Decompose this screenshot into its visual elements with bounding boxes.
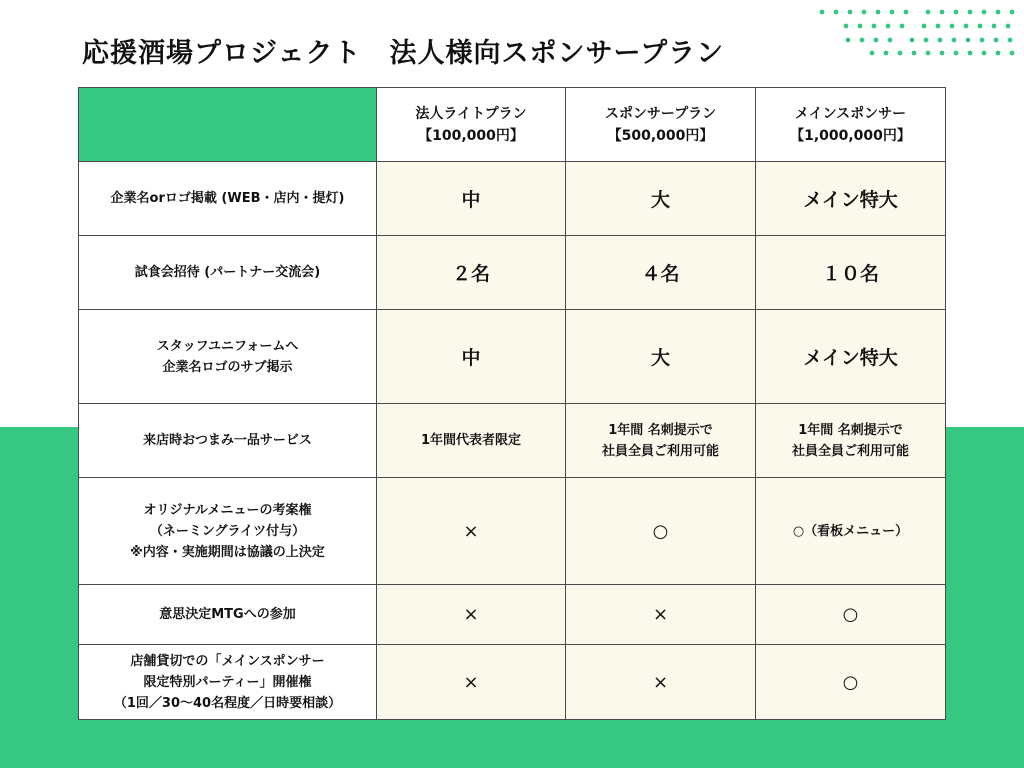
table-cell: 1年間 名刺提示で 社員全員ご利用可能 xyxy=(756,404,946,478)
plan-name: 法人ライトプラン xyxy=(415,105,527,122)
plan-header-sponsor xyxy=(566,88,756,162)
decorative-dot-pattern xyxy=(812,6,1024,58)
plan-name: メインスポンサー xyxy=(794,105,907,122)
table-cell: １０名 xyxy=(756,236,946,310)
row-label: 試食会招待 (パートナー交流会) xyxy=(79,236,377,310)
plan-name: スポンサープラン xyxy=(604,105,717,122)
row-label: 来店時おつまみ一品サービス xyxy=(79,404,377,478)
table-header-row xyxy=(79,88,946,162)
plan-price: 【1,000,000円】 xyxy=(790,127,911,144)
table-cell: 中 xyxy=(377,310,566,404)
table-cell: × xyxy=(377,645,566,720)
table-row xyxy=(79,236,946,310)
table-cell: 大 xyxy=(566,310,756,404)
plan-price: 【500,000円】 xyxy=(607,127,714,144)
row-label: 企業名orロゴ掲載 (WEB・店内・提灯) xyxy=(79,162,377,236)
table-cell: 1年間 名刺提示で 社員全員ご利用可能 xyxy=(566,404,756,478)
row-label: 店舗貸切での「メインスポンサー 限定特別パーティー」開催権 （1回／30〜40名程度／日時要相談） xyxy=(79,645,377,720)
table-cell: ○ xyxy=(756,585,946,645)
table-cell: ○ xyxy=(756,645,946,720)
plan-header-main-sponsor xyxy=(756,88,946,162)
table-cell: × xyxy=(566,645,756,720)
table-cell: × xyxy=(566,585,756,645)
table-row xyxy=(79,585,946,645)
table-cell: ４名 xyxy=(566,236,756,310)
row-label: オリジナルメニューの考案権 （ネーミングライツ付与） ※内容・実施期間は協議の上決定 xyxy=(79,478,377,585)
row-label: 意思決定MTGへの参加 xyxy=(79,585,377,645)
table-cell: メイン特大 xyxy=(756,162,946,236)
plan-header-light xyxy=(377,88,566,162)
table-cell: × xyxy=(377,585,566,645)
table-cell: 大 xyxy=(566,162,756,236)
table-cell: ○ xyxy=(566,478,756,585)
table-row xyxy=(79,645,946,720)
plan-price: 【100,000円】 xyxy=(418,127,524,144)
table-row xyxy=(79,162,946,236)
table-cell: × xyxy=(377,478,566,585)
page-title: 応援酒場プロジェクト 法人様向スポンサープラン xyxy=(82,38,725,69)
table-cell: 1年間代表者限定 xyxy=(377,404,566,478)
table-cell: ２名 xyxy=(377,236,566,310)
table-row xyxy=(79,310,946,404)
sponsor-plan-table xyxy=(78,87,946,720)
row-label: スタッフユニフォームへ 企業名ロゴのサブ掲示 xyxy=(79,310,377,404)
table-cell: 中 xyxy=(377,162,566,236)
header-corner-cell xyxy=(79,88,377,162)
table-row xyxy=(79,478,946,585)
table-row xyxy=(79,404,946,478)
table-cell: ○（看板メニュー） xyxy=(756,478,946,585)
table-cell: メイン特大 xyxy=(756,310,946,404)
